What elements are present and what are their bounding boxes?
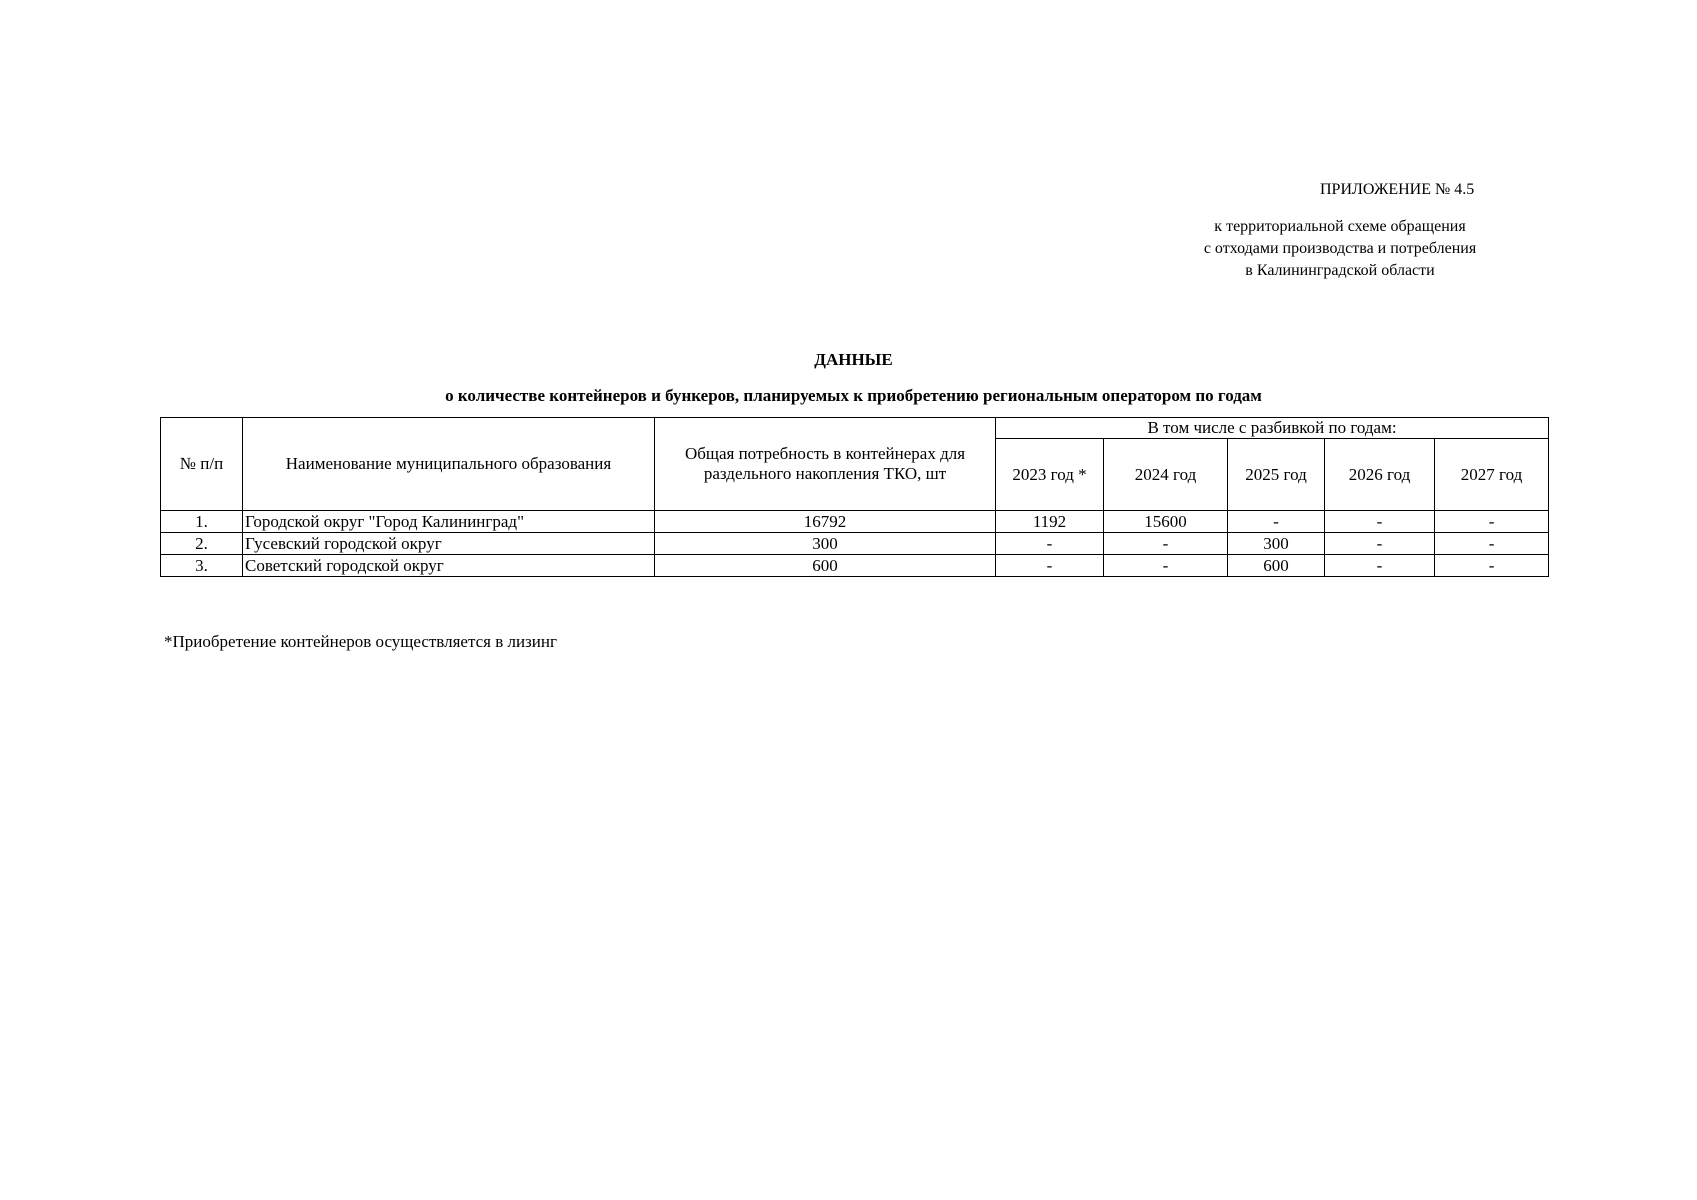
cell-year: - <box>1325 533 1435 555</box>
cell-year: 15600 <box>1104 511 1228 533</box>
cell-name: Гусевский городской округ <box>243 533 655 555</box>
cell-year: - <box>1228 511 1325 533</box>
table-row <box>161 511 1549 533</box>
header-year: 2023 год * <box>996 439 1104 511</box>
cell-year: - <box>1325 555 1435 577</box>
cell-year: - <box>1435 555 1549 577</box>
header-total: Общая потребность в контейнерах для раздельного накопления ТКО, шт <box>655 418 996 511</box>
header-year-group: В том числе с разбивкой по годам: <box>996 418 1549 439</box>
cell-year: 1192 <box>996 511 1104 533</box>
cell-year: - <box>1435 511 1549 533</box>
document-title: ДАННЫЕ <box>814 350 893 369</box>
appendix-line: с отходами производства и потребления <box>1203 240 1477 257</box>
cell-name: Городской округ "Город Калининград" <box>243 511 655 533</box>
table-row <box>161 533 1549 555</box>
appendix-line: в Калининградской области <box>1245 262 1435 279</box>
header-year: 2025 год <box>1228 439 1325 511</box>
cell-year: - <box>996 555 1104 577</box>
header-year: 2024 год <box>1104 439 1228 511</box>
document-subtitle: о количестве контейнеров и бункеров, планируемых к приобретению региональным оператором по годам <box>445 386 1262 405</box>
cell-year: - <box>1104 533 1228 555</box>
header-year: 2026 год <box>1325 439 1435 511</box>
cell-year: - <box>1104 555 1228 577</box>
table-row <box>161 555 1549 577</box>
header-num: № п/п <box>161 418 243 511</box>
appendix-reference <box>1195 216 1485 282</box>
cell-total: 600 <box>655 555 996 577</box>
containers-table <box>160 417 1549 577</box>
cell-year: - <box>996 533 1104 555</box>
cell-total: 16792 <box>655 511 996 533</box>
cell-num: 2. <box>161 533 243 555</box>
header-year: 2027 год <box>1435 439 1549 511</box>
cell-num: 1. <box>161 511 243 533</box>
cell-num: 3. <box>161 555 243 577</box>
cell-year: 600 <box>1228 555 1325 577</box>
cell-total: 300 <box>655 533 996 555</box>
cell-year: 300 <box>1228 533 1325 555</box>
appendix-line: к территориальной схеме обращения <box>1214 218 1466 235</box>
header-name: Наименование муниципального образования <box>243 418 655 511</box>
cell-name: Советский городской округ <box>243 555 655 577</box>
cell-year: - <box>1435 533 1549 555</box>
appendix-label: ПРИЛОЖЕНИЕ № 4.5 <box>1320 181 1475 198</box>
table-header-row <box>161 418 1549 439</box>
cell-year: - <box>1325 511 1435 533</box>
footnote: *Приобретение контейнеров осуществляется в лизинг <box>164 632 557 651</box>
